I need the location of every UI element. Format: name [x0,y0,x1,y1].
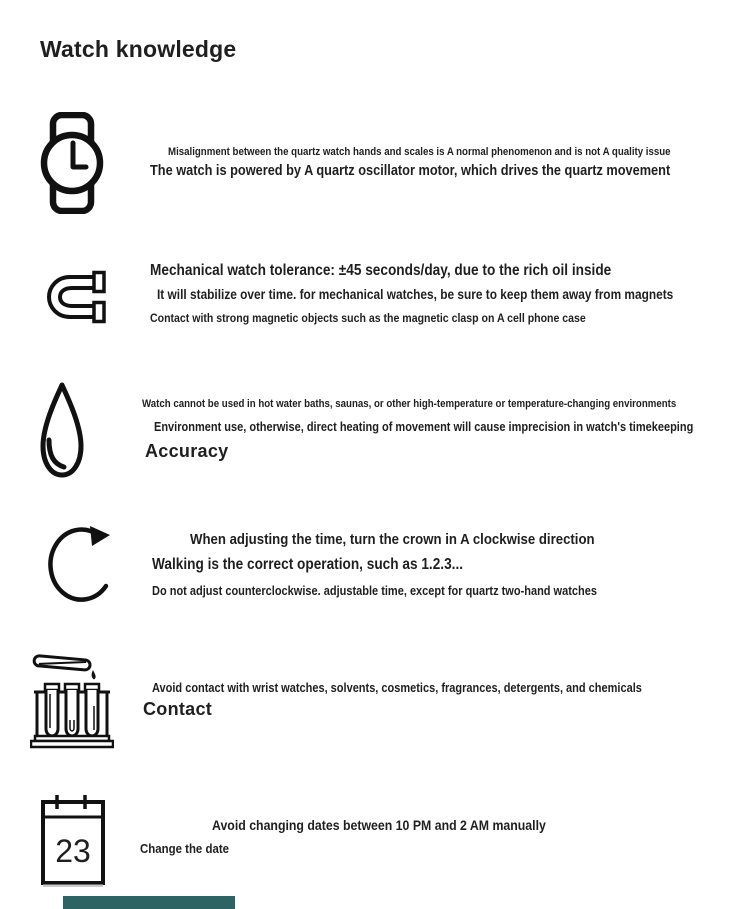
temperature-note-text: Watch cannot be used in hot water baths, saunas, or other high-temperature or temperature-changing environments [142,398,677,410]
chemicals-avoid-text: Avoid contact with wrist watches, solvents, cosmetics, fragrances, detergents, and chemicals [152,681,642,695]
calendar-day-number: 23 [55,833,91,869]
teal-footer-bar [63,896,235,909]
magnet-stabilize-text: It will stabilize over time. for mechanical watches, be sure to keep them away from magnets [157,287,674,302]
test-tubes-icon [30,648,114,752]
clockwise-rotate-icon [44,522,116,606]
watch-icon [40,112,104,214]
walking-operation-text: Walking is the correct operation, such as 1.2.3... [152,556,464,573]
magnet-icon [44,266,108,328]
page-title: Watch knowledge [40,36,237,62]
magnet-tolerance-text: Mechanical watch tolerance: ±45 seconds/day, due to the rich oil inside [150,262,612,279]
contact-heading: Contact [143,699,213,719]
quartz-note-text: Misalignment between the quartz watch hands and scales is A normal phenomenon and is not A quality issue [168,146,671,158]
quartz-main-text: The watch is powered by A quartz oscillator motor, which drives the quartz movement [150,163,671,179]
temperature-detail-text: Environment use, otherwise, direct heating of movement will cause imprecision in watch's timekeeping [154,420,694,434]
change-date-heading: Change the date [140,841,229,856]
date-change-warning-text: Avoid changing dates between 10 PM and 2 AM manually [212,817,546,833]
calendar-icon [40,793,106,889]
accuracy-heading: Accuracy [145,441,229,461]
crown-direction-text: When adjusting the time, turn the crown in A clockwise direction [190,531,595,548]
counterclockwise-warning-text: Do not adjust counterclockwise. adjustable time, except for quartz two-hand watches [152,584,597,598]
water-drop-icon [38,380,86,480]
magnet-contact-text: Contact with strong magnetic objects such as the magnetic clasp on A cell phone case [150,311,586,325]
